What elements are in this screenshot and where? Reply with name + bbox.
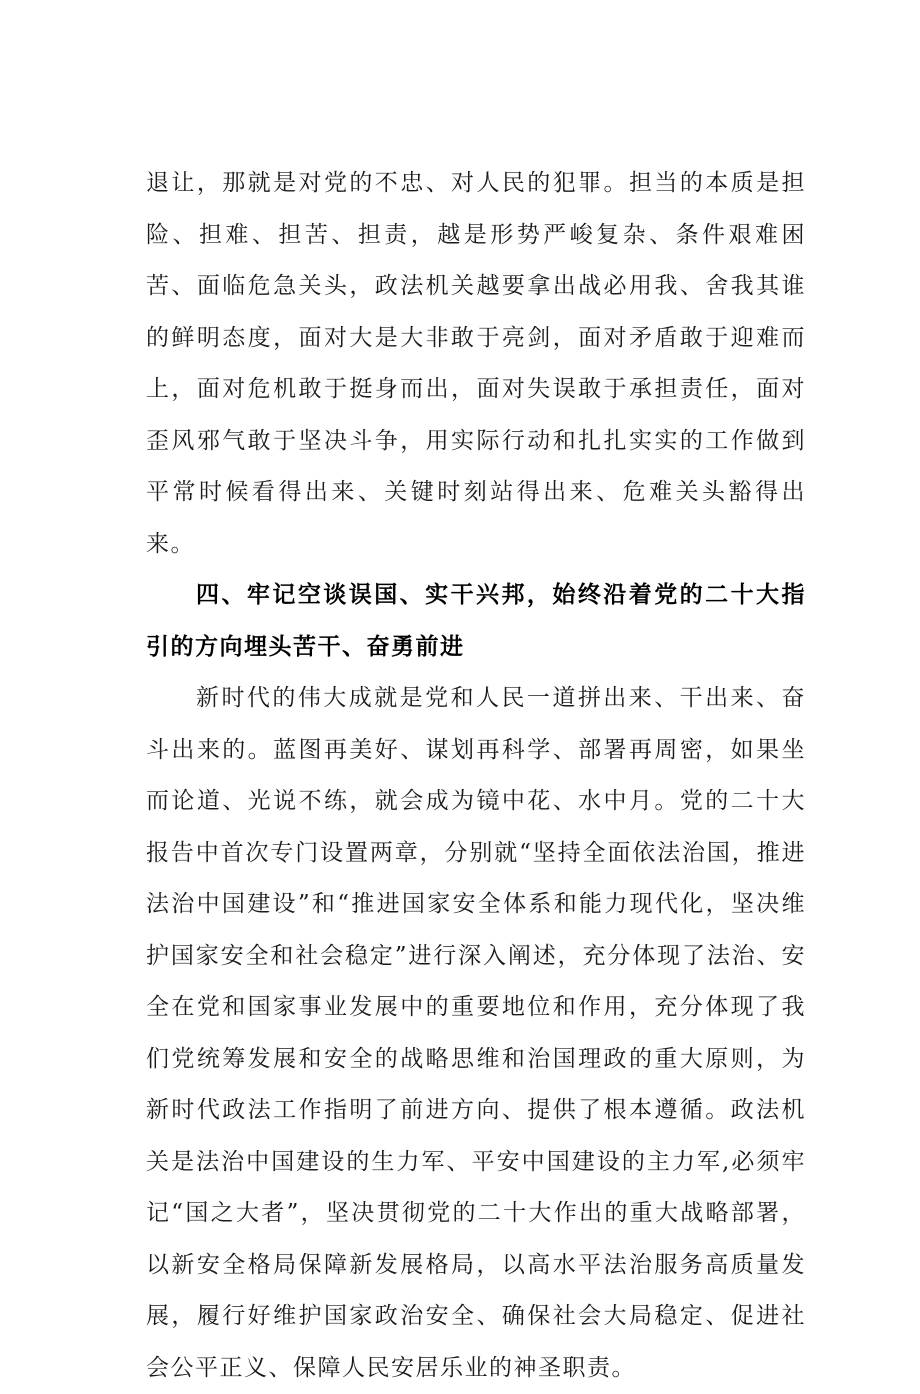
document-body (146, 158, 806, 1394)
section-heading: 四、牢记空谈误国、实干兴邦，始终沿着党的二十大指引的方向埋头苦干、奋勇前进 (146, 582, 806, 660)
body-paragraph: 新时代的伟大成就是党和人民一道拼出来、干出来、奋斗出来的。蓝图再美好、谋划再科学、部署再周密，如果坐而论道、光说不练，就会成为镜中花、水中月。党的二十大报告中首次专门设置两章，分别就“坚持全面依法治国，推进法治中国建设”和“推进国家安全体系和能力现代化，坚决维护国家安全和社会稳定”进行深入阐述，充分体现了法治、安全在党和国家事业发展中的重要地位和作用，充分体现了我们党统筹发展和安全的战略思维和治国理政的重大原则，为新时代政法工作指明了前进方向、提供了根本遵循。政法机关是法治中国建设的生力军、平安中国建设的主力军,必须牢记“国之大者”，坚决贯彻党的二十大作出的重大战略部署，以新安全格局保障新发展格局，以高水平法治服务高质量发展，履行好维护国家政治安全、确保社会大局稳定、促进社会公平正义、保障人民安居乐业的神圣职责。 (146, 685, 806, 1381)
body-paragraph-continued: 退让，那就是对党的不忠、对人民的犯罪。担当的本质是担险、担难、担苦、担责，越是形势严峻复杂、条件艰难困苦、面临危急关头，政法机关越要拿出战必用我、舍我其谁的鲜明态度，面对大是大非敢于亮剑，面对矛盾敢于迎难而上，面对危机敢于挺身而出，面对失误敢于承担责任，面对歪风邪气敢于坚决斗争，用实际行动和扎扎实实的工作做到平常时候看得出来、关键时刻站得出来、危难关头豁得出来。 (146, 170, 806, 557)
